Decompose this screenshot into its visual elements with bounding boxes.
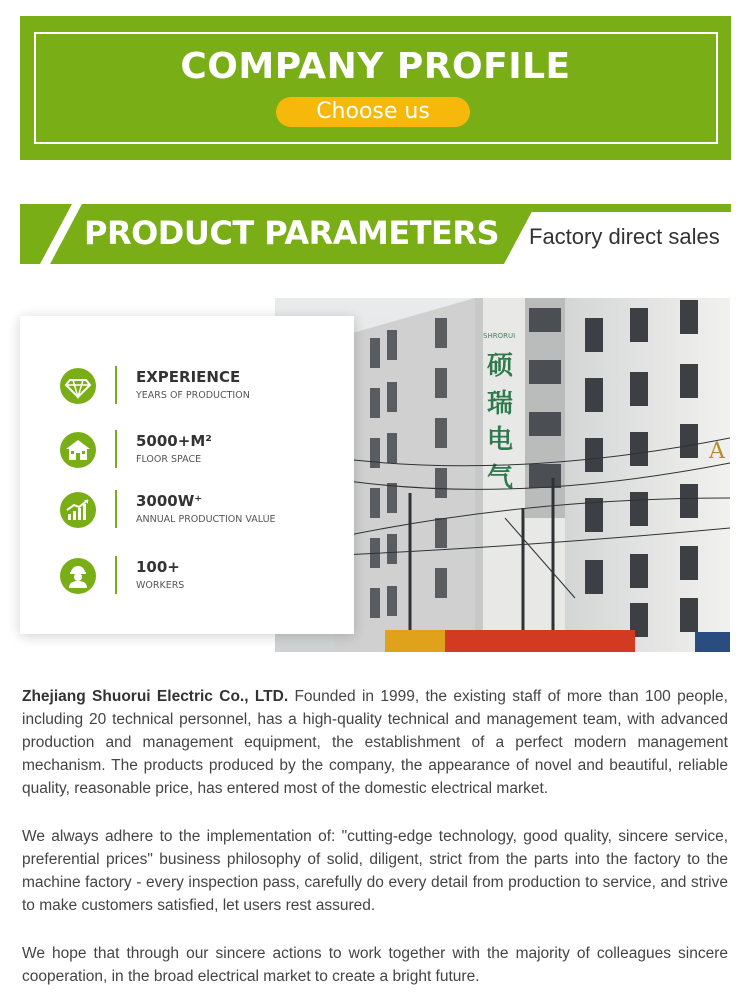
stat-value: 3000W⁺ [136,492,203,510]
stat-label: YEARS OF PRODUCTION [136,390,250,401]
stat-value: EXPERIENCE [136,368,241,386]
section-subtitle: Factory direct sales [529,224,720,249]
stat-divider [115,366,117,404]
stats-card [20,316,354,634]
growth-chart-icon [60,492,96,528]
stat-divider [115,490,117,528]
stat-floor-space [60,432,350,472]
sign-character: 气 [487,463,514,493]
stat-production-value [60,492,350,532]
company-name: Zhejiang Shuorui Electric Co., LTD. [22,688,289,705]
sign-character: 电 [487,425,514,455]
sign-character: 硕 [487,351,514,381]
worker-icon [60,558,96,594]
choose-us-pill[interactable]: Choose us [276,97,470,127]
product-parameters-header [20,204,731,264]
intro-paragraph [22,685,728,800]
stat-workers [60,558,350,598]
svg-text:A: A [709,439,725,464]
sign-character: 瑞 [487,389,514,419]
banner-title: COMPANY PROFILE [180,46,571,87]
stat-divider [115,556,117,594]
stat-value: 100+ [136,558,180,576]
intro-text: Founded in 1999, the existing staff of more than 100 people, including 20 technical personnel, has a high-quality technical and management team, with advanced production and management equipment, the establishment of a perfect modern management mechanism. The products produced by the company, the appearance of novel and beautiful, reliable quality, reasonable price, has entered most of the domestic electrical market. [22,688,728,797]
stat-label: ANNUAL PRODUCTION VALUE [136,514,276,525]
diamond-icon [60,368,96,404]
sign-latin: SHRORUI [483,332,516,340]
closing-paragraph: We hope that through our sincere actions to work together with the majority of colleagues sincere cooperation, in the broad electrical market to create a bright future. [22,945,728,985]
stat-value: 5000+M² [136,432,212,450]
philosophy-paragraph: We always adhere to the implementation of: "cutting-edge technology, good quality, sincere service, preferential prices" business philosophy of solid, diligent, strict from the parts into the factory to the machine factory - every inspection pass, carefully do every detail from production to service, and strive to make customers satisfied, let users rest assured. [22,828,728,914]
stat-label: FLOOR SPACE [136,454,202,465]
header-slash-decoration [40,204,82,264]
company-profile-banner [20,16,731,160]
stat-label: WORKERS [136,580,185,591]
stat-experience [60,368,350,408]
section-title: PRODUCT PARAMETERS [84,214,500,252]
house-icon [60,432,96,468]
stat-divider [115,430,117,468]
